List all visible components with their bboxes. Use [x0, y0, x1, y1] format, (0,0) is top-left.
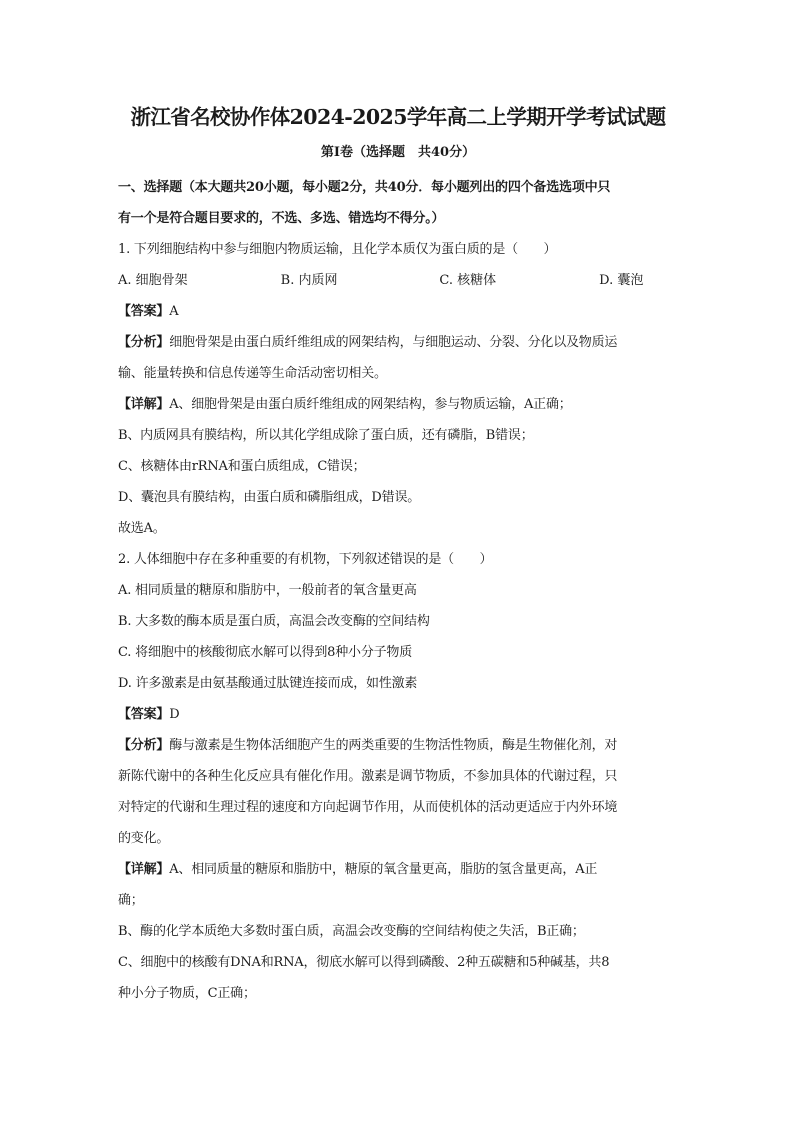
- analysis-tag: 【分析】: [118, 335, 170, 350]
- detail-tag: 【详解】: [118, 397, 170, 412]
- analysis-text: 细胞骨架是由蛋白质纤维组成的网架结构，与细胞运动、分裂、分化以及物质运: [169, 335, 618, 350]
- question-1-detail-line-2: B、内质网具有膜结构，所以其化学组成除了蛋白质，还有磷脂，B错误；: [118, 428, 534, 443]
- question-1-analysis-line-1: [118, 327, 678, 358]
- document-content: [118, 104, 678, 1009]
- analysis-tag: 【分析】: [118, 738, 170, 753]
- question-1-detail-line-1: [118, 389, 678, 420]
- answer-value: D: [169, 707, 180, 722]
- question-2-detail-line-5: 种小分子物质，C正确；: [118, 986, 256, 1001]
- question-2-option-a: A. 相同质量的糖原和脂肪中，一般前者的氧含量更高: [118, 583, 417, 598]
- question-1-stem: 1. 下列细胞结构中参与细胞内物质运输，且化学本质仅为蛋白质的是（ ）: [118, 242, 557, 257]
- question-2-detail-line-3: B、酶的化学本质绝大多数时蛋白质，高温会改变酶的空间结构使之失活，B正确；: [118, 924, 585, 939]
- question-2-detail-line-2: 确；: [118, 893, 144, 908]
- question-1-answer: [118, 296, 678, 327]
- question-2-analysis-line-2: 新陈代谢中的各种生化反应具有催化作用。激素是调节物质，不参加具体的代谢过程，只: [118, 769, 618, 784]
- detail-text: A、相同质量的糖原和脂肪中，糖原的氧含量更高，脂肪的氢含量更高，A正: [169, 862, 598, 877]
- section-intro-line-2: 有一个是符合题目要求的，不选、多选、错选均不得分。）: [118, 211, 445, 226]
- question-2-option-d: D. 许多激素是由氨基酸通过肽键连接而成，如性激素: [118, 676, 418, 691]
- section-intro-line-1: 一、选择题（本大题共20小题，每小题2分，共40分．每小题列出的四个备选选项中只: [118, 180, 611, 195]
- question-1-detail-line-4: D、囊泡具有膜结构，由蛋白质和磷脂组成，D错误。: [118, 490, 421, 505]
- question-2-analysis-line-1: [118, 730, 678, 761]
- answer-value: A: [169, 304, 179, 319]
- detail-text: A、细胞骨架是由蛋白质纤维组成的网架结构，参与物质运输，A正确；: [169, 397, 572, 412]
- question-2-analysis-line-3: 对特定的代谢和生理过程的速度和方向起调节作用，从而使机体的活动更适应于内外环境: [118, 800, 618, 815]
- question-1-detail-line-3: C、核糖体由rRNA和蛋白质组成，C错误；: [118, 459, 366, 474]
- question-2-stem: 2. 人体细胞中存在多种重要的有机物，下列叙述错误的是（ ）: [118, 552, 493, 567]
- question-2-option-c: C. 将细胞中的核酸彻底水解可以得到8种小分子物质: [118, 645, 413, 660]
- question-1-conclusion: 故选A。: [118, 521, 166, 536]
- section-subtitle: 第Ⅰ卷（选择题 共40分）: [320, 145, 476, 160]
- question-1-analysis-line-2: 输、能量转换和信息传递等生命活动密切相关。: [118, 366, 387, 381]
- question-2-option-b: B. 大多数的酶本质是蛋白质，高温会改变酶的空间结构: [118, 614, 430, 629]
- question-2-analysis-line-4: 的变化。: [118, 831, 170, 846]
- question-2-answer: [118, 699, 678, 730]
- question-2-detail-line-1: [118, 854, 678, 885]
- question-1-option-c: C. 核糖体: [439, 273, 497, 288]
- question-1-option-b: B. 内质网: [280, 273, 338, 288]
- answer-tag: 【答案】: [118, 707, 170, 722]
- question-1-option-d: D. 囊泡: [599, 273, 644, 288]
- detail-tag: 【详解】: [118, 862, 170, 877]
- analysis-text: 酶与激素是生物体活细胞产生的两类重要的生物活性物质，酶是生物催化剂，对: [169, 738, 618, 753]
- question-1-options: [118, 265, 678, 296]
- question-1-option-a: A. 细胞骨架: [118, 273, 188, 288]
- question-2-detail-line-4: C、细胞中的核酸有DNA和RNA，彻底水解可以得到磷酸、2种五碳糖和5种碱基，共8: [118, 955, 610, 970]
- document-title: 浙江省名校协作体2024-2025学年高二上学期开学考试试题: [130, 105, 666, 129]
- answer-tag: 【答案】: [118, 304, 170, 319]
